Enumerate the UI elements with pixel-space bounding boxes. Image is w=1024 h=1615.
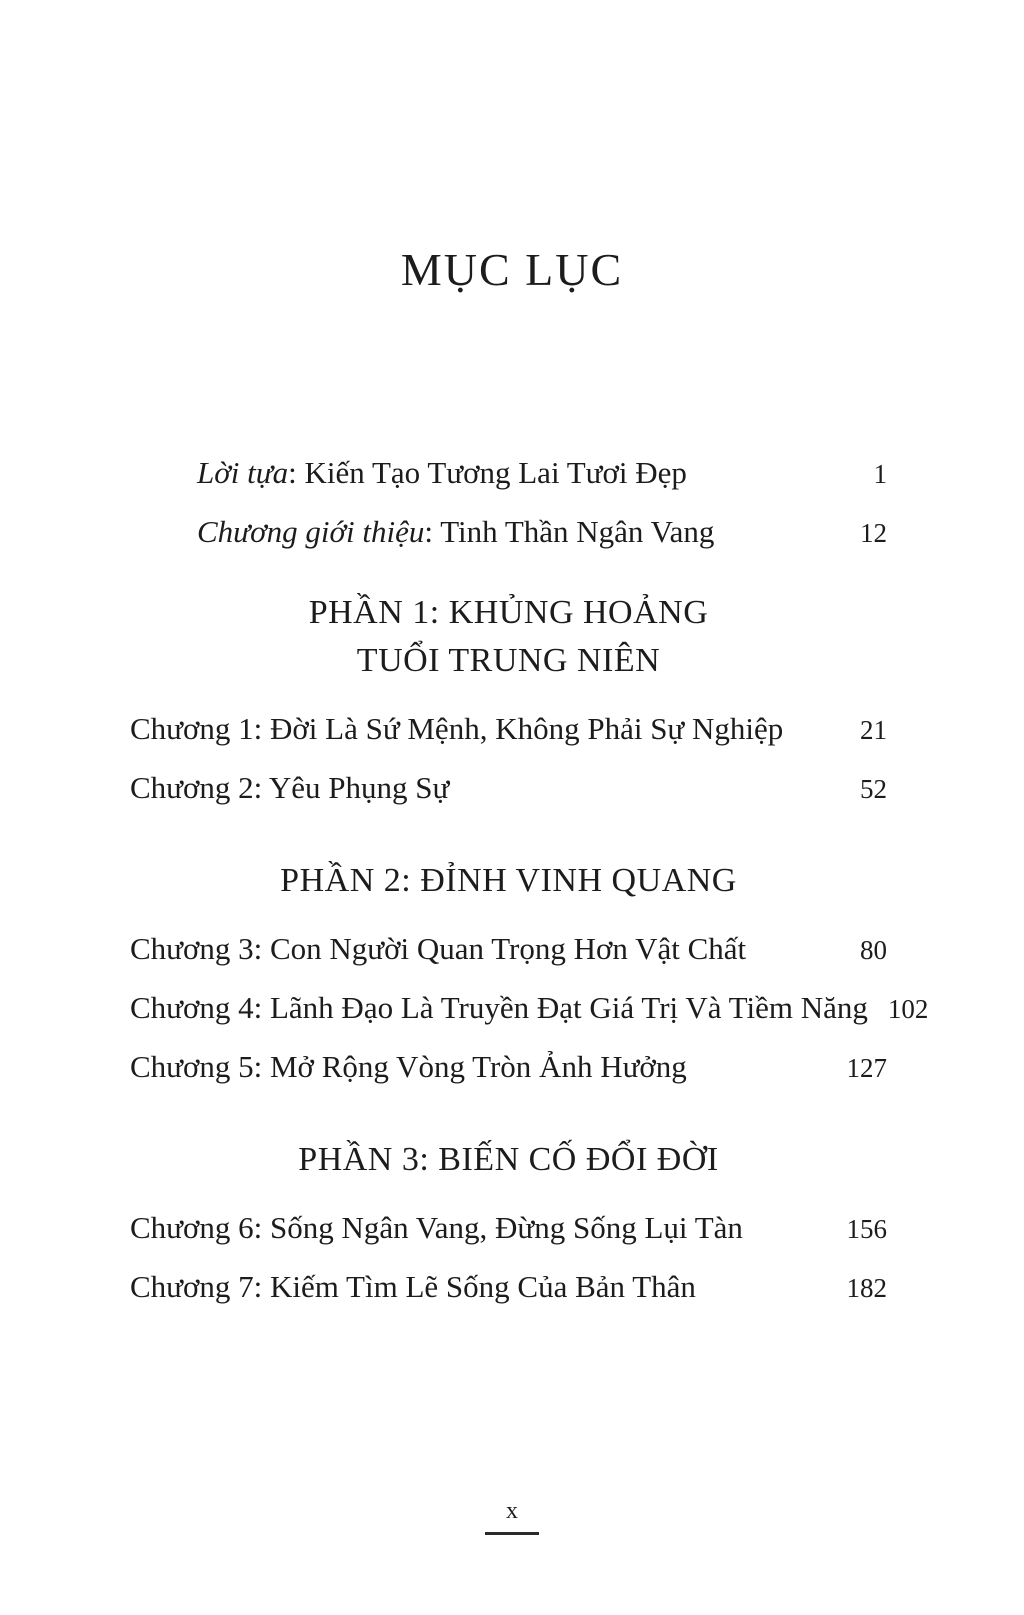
table-of-contents	[0, 453, 1024, 1308]
toc-entry-chapter-1	[130, 709, 887, 750]
page-footer	[0, 1496, 1024, 1535]
toc-entry-preface	[130, 453, 887, 494]
toc-entry-chapter-6	[130, 1208, 887, 1249]
folio-page-number: x	[485, 1496, 539, 1535]
toc-entry-page-number: 156	[846, 1214, 887, 1244]
toc-entry-title: Chương 6: Sống Ngân Vang, Đừng Sống Lụi Tàn	[130, 1210, 743, 1245]
toc-entry-page-number: 12	[860, 518, 887, 548]
section-heading-line: PHẦN 3: BIẾN CỐ ĐỔI ĐỜI	[298, 1141, 719, 1178]
section-heading	[130, 857, 887, 905]
toc-section-part-3	[130, 1136, 887, 1308]
toc-entry-page-number: 182	[846, 1273, 887, 1303]
toc-entry-title: Chương 1: Đời Là Sứ Mệnh, Không Phải Sự Nghiệp	[130, 711, 784, 746]
toc-entry-page-number: 127	[846, 1053, 887, 1083]
toc-entry-chapter-3	[130, 929, 887, 970]
toc-entry-page-number: 21	[860, 715, 887, 745]
front-matter	[130, 453, 887, 553]
toc-entry-text	[197, 512, 714, 552]
toc-entry-title: : Kiến Tạo Tương Lai Tươi Đẹp	[288, 455, 687, 490]
toc-section-part-2	[130, 857, 929, 1088]
section-heading-line: PHẦN 1: KHỦNG HOẢNG	[308, 594, 709, 631]
toc-entry-title: Chương 3: Con Người Quan Trọng Hơn Vật Chất	[130, 931, 747, 966]
toc-entry-chapter-4	[130, 988, 929, 1029]
toc-entry-title: Chương 2: Yêu Phụng Sự	[130, 770, 450, 805]
toc-entry-title: : Tinh Thần Ngân Vang	[424, 514, 715, 549]
toc-section-part-1	[130, 589, 887, 809]
toc-entry-chapter-2	[130, 768, 887, 809]
toc-entry-title: Chương 7: Kiếm Tìm Lẽ Sống Của Bản Thân	[130, 1269, 696, 1304]
page-title: MỤC LỤC	[400, 244, 624, 295]
toc-entry-text	[197, 453, 687, 493]
toc-entry-page-number: 80	[860, 935, 887, 965]
toc-entry-chapter-5	[130, 1047, 887, 1088]
toc-entry-prefix: Lời tựa	[197, 455, 289, 490]
toc-entry-page-number: 52	[860, 774, 887, 804]
section-heading	[130, 1136, 887, 1184]
section-heading	[130, 589, 887, 685]
section-heading-line: PHẦN 2: ĐỈNH VINH QUANG	[280, 862, 737, 899]
toc-entry-page-number: 1	[873, 459, 887, 489]
section-heading-line: TUỔI TRUNG NIÊN	[356, 642, 661, 679]
toc-entry-intro-chapter	[130, 512, 887, 553]
toc-entry-title: Chương 4: Lãnh Đạo Là Truyền Đạt Giá Trị Và Tiềm Năng	[130, 990, 868, 1025]
toc-entry-title: Chương 5: Mở Rộng Vòng Tròn Ảnh Hưởng	[130, 1049, 687, 1084]
toc-entry-prefix: Chương giới thiệu	[197, 514, 425, 549]
toc-entry-chapter-7	[130, 1267, 887, 1308]
toc-entry-page-number: 102	[887, 994, 929, 1024]
